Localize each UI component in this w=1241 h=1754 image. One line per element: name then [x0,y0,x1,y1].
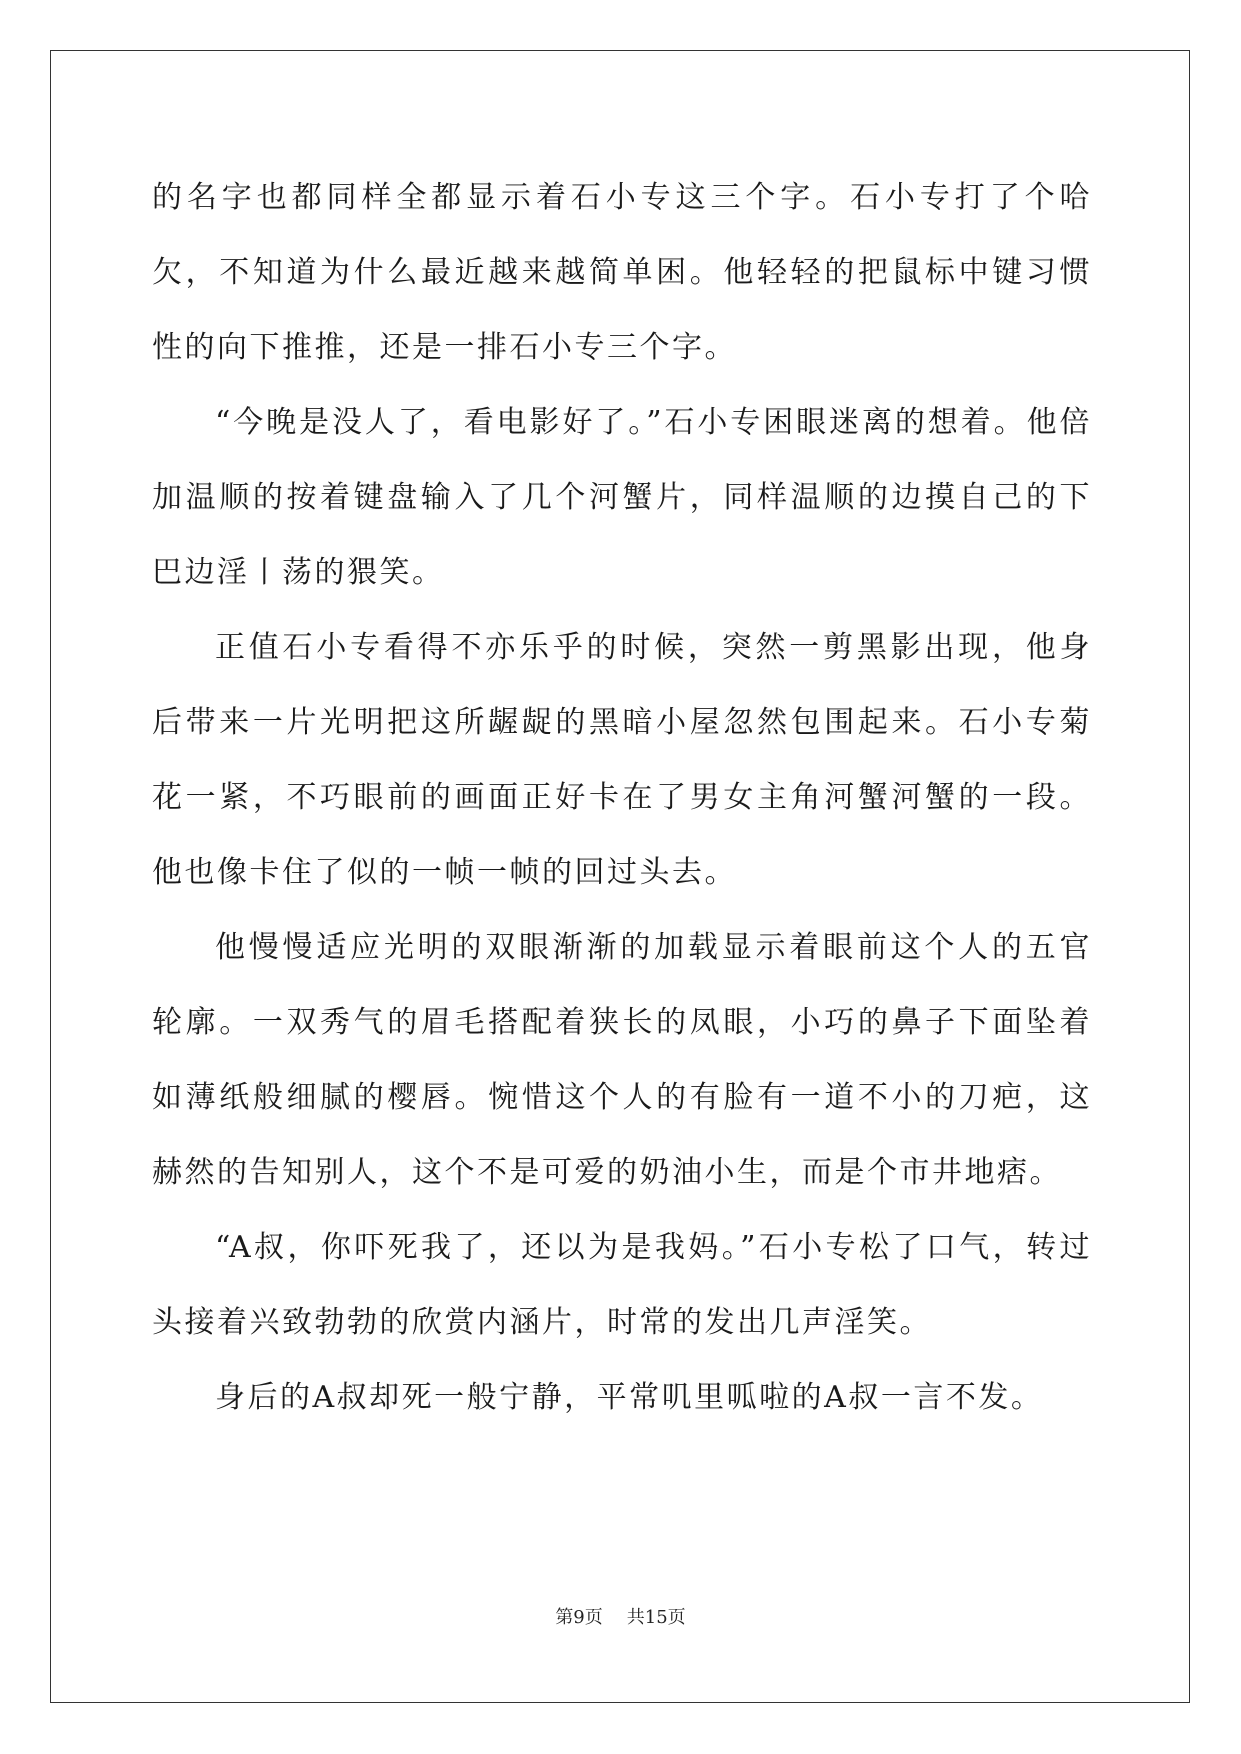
page-footer [0,1603,1241,1629]
page-total: 共15页 [626,1607,686,1628]
page-number: 第9页 [555,1607,603,1628]
paragraph-6: 身后的A叔却死一般宁静，平常叽里呱啦的A叔一言不发。 [215,1380,1044,1415]
paragraph-5: “A叔，你吓死我了，还以为是我妈。”石小专松了口气，转过头接着兴致勃勃的欣赏内涵片，时常的发出几声淫笑。 [152,1230,1092,1340]
paragraph-3: 正值石小专看得不亦乐乎的时候，突然一剪黑影出现，他身后带来一片光明把这所龌龊的黑暗小屋忽然包围起来。石小专菊花一紧，不巧眼前的画面正好卡在了男女主角河蟹河蟹的一段。他也像卡住了似的一帧一帧的回过头去。 [152,630,1092,890]
document-body [152,160,1092,1435]
paragraph-4: 他慢慢适应光明的双眼渐渐的加载显示着眼前这个人的五官轮廓。一双秀气的眉毛搭配着狭长的凤眼，小巧的鼻子下面坠着如薄纸般细腻的樱唇。惋惜这个人的有脸有一道不小的刀疤，这赫然的告知别人，这个不是可爱的奶油小生，而是个市井地痞。 [152,930,1092,1190]
paragraph-1: 的名字也都同样全都显示着石小专这三个字。石小专打了个哈欠，不知道为什么最近越来越简单困。他轻轻的把鼠标中键习惯性的向下推推，还是一排石小专三个字。 [152,180,1092,365]
paragraph-2: “今晚是没人了，看电影好了。”石小专困眼迷离的想着。他倍加温顺的按着键盘输入了几个河蟹片，同样温顺的边摸自己的下巴边淫丨荡的猥笑。 [152,405,1092,590]
